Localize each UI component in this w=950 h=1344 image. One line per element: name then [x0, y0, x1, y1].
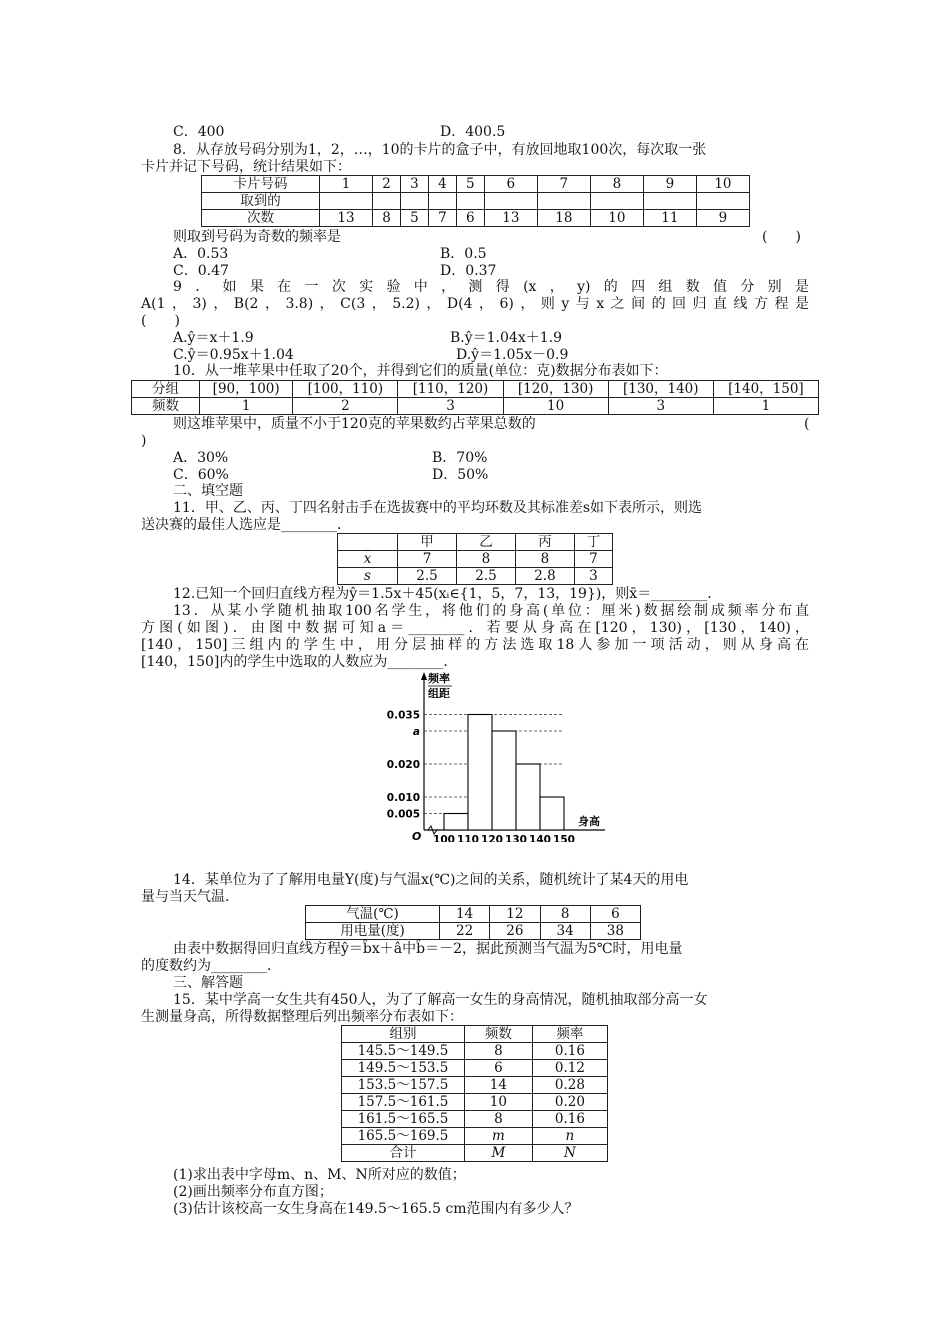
table-cell: 5 [456, 176, 484, 193]
q9-option-c: C.ŷ＝0.95x＋1.04 [173, 347, 294, 363]
table-cell: 22 [440, 923, 490, 940]
table-cell: 12 [490, 906, 540, 923]
q10-table [131, 380, 819, 415]
q9-option-a: A.ŷ＝x＋1.9 [173, 330, 254, 346]
table-cell: [110，120) [398, 381, 503, 398]
table-cell: 157.5～161.5 [342, 1094, 465, 1111]
q10-paren-left: ( [804, 416, 810, 432]
q8-stem: 8．从存放号码分别为1，2，…，10的卡片的盒子中，有放回地取100次，每次取一张 [173, 142, 707, 158]
table-cell: 0.20 [532, 1094, 607, 1111]
table-cell: [130，140) [608, 381, 713, 398]
y-tick-label: 0.020 [386, 759, 420, 771]
q10-header-freq: 频数 [132, 398, 200, 415]
table-cell: 9 [696, 210, 749, 227]
table-cell: 10 [503, 398, 608, 415]
table-cell: 145.5～149.5 [342, 1043, 465, 1060]
q10-option-d: D．50% [432, 467, 489, 483]
table-cell: 8 [373, 210, 401, 227]
q14-regression: 由表中数据得回归直线方程ŷ＝b̂x＋â中b̂＝－2，据此预测当气温为5℃时，用电量 [173, 941, 683, 957]
x-tick-label: 140 [529, 834, 551, 842]
q9-option-d: D.ŷ＝1.05x－0.9 [456, 347, 569, 363]
q11-table [337, 533, 613, 585]
table-cell: 6 [456, 210, 484, 227]
table-cell: 34 [540, 923, 590, 940]
table-cell: m [465, 1128, 533, 1145]
table-cell: 8 [456, 551, 515, 568]
table-cell: 149.5～153.5 [342, 1060, 465, 1077]
table-row [342, 1026, 608, 1043]
q8-option-b: B．0.5 [440, 246, 487, 262]
table-cell: 9 [643, 176, 696, 193]
table-cell: 乙 [456, 534, 515, 551]
q8-stem-cont: 卡片并记下号码，统计结果如下： [141, 159, 351, 175]
q11-stem: 11．甲、乙、丙、丁四名射击手在选拔赛中的平均环数及其标准差s如下表所示，则选 [173, 500, 702, 516]
table-cell: 38 [590, 923, 640, 940]
table-cell: 0.28 [532, 1077, 607, 1094]
table-cell: 2 [373, 176, 401, 193]
y-axis-arrow [421, 672, 427, 680]
table-header: 频率 [532, 1026, 607, 1043]
table-cell: 6 [465, 1060, 533, 1077]
table-cell: 丙 [515, 534, 574, 551]
table-cell: 11 [643, 210, 696, 227]
table-row [342, 1043, 608, 1060]
table-cell: 2 [293, 398, 398, 415]
q15-table [341, 1025, 608, 1162]
table-row [338, 551, 613, 568]
table-cell: M [465, 1145, 533, 1162]
q9-paren: ( ) [141, 313, 180, 329]
table-cell: 3 [608, 398, 713, 415]
q8-paren: ( ) [762, 229, 801, 245]
q14-stem: 14．某单位为了了解用电量Y(度)与气温x(℃)之间的关系，随机统计了某4天的用电 [173, 872, 689, 888]
table-cell: 1 [200, 398, 293, 415]
x-tick-label: 100 [433, 834, 455, 842]
table-row [342, 1060, 608, 1077]
table-cell: 0.16 [532, 1111, 607, 1128]
y-tick-label: 0.035 [386, 709, 420, 722]
table-row [202, 176, 750, 193]
table-cell: 1 [320, 176, 373, 193]
table-cell: 6 [484, 176, 537, 193]
table-cell: 14 [440, 906, 490, 923]
q8-ask: 则取到号码为奇数的频率是 [173, 229, 341, 245]
table-cell: 2.5 [398, 568, 457, 585]
q14-table [305, 905, 641, 940]
q8-header-times: 次数 [202, 210, 320, 227]
table-cell: 10 [696, 176, 749, 193]
table-cell: 10 [465, 1094, 533, 1111]
table-row [338, 568, 613, 585]
section-solve: 三、解答题 [173, 975, 243, 991]
origin-label: O [412, 830, 422, 842]
q15-stem: 15．某中学高一女生共有450人，为了了解高一女生的身高情况，随机抽取部分高一女 [173, 992, 708, 1008]
histogram-bar [444, 814, 468, 831]
table-cell: 4 [428, 176, 456, 193]
table-cell: 8 [590, 176, 643, 193]
table-row [202, 210, 750, 227]
table-cell: 7 [398, 551, 457, 568]
table-cell: 26 [490, 923, 540, 940]
table-row [342, 1094, 608, 1111]
table-cell: 10 [590, 210, 643, 227]
table-cell: 合计 [342, 1145, 465, 1162]
table-cell: [140，150] [713, 381, 818, 398]
table-cell: 3 [574, 568, 612, 585]
table-cell: 0.16 [532, 1043, 607, 1060]
table-cell: 7 [428, 210, 456, 227]
q8-option-c: C．0.47 [173, 263, 229, 279]
q13-stem-cont-3: [140，150]内的学生中选取的人数应为________． [141, 654, 458, 670]
x-tick-label: 110 [457, 834, 479, 842]
q10-option-c: C．60% [173, 467, 229, 483]
q10-ask: 则这堆苹果中，质量不小于120克的苹果数约占苹果总数的 [173, 416, 536, 432]
q7-option-d: D．400.5 [440, 124, 506, 140]
table-cell: 8 [515, 551, 574, 568]
y-axis-label-top: 频率 [428, 672, 450, 685]
y-tick-label: 0.010 [386, 792, 420, 804]
histogram-bar [516, 764, 540, 830]
x-tick-label: 120 [481, 834, 503, 842]
table-row [342, 1128, 608, 1145]
table-row [342, 1077, 608, 1094]
table-row [342, 1145, 608, 1162]
table-cell: 8 [465, 1043, 533, 1060]
q8-option-a: A．0.53 [173, 246, 229, 262]
q14-header-temp: 气温(℃) [306, 906, 440, 923]
table-row [342, 1111, 608, 1128]
histogram-bar [468, 715, 492, 831]
q9-stem-cont: A(1，3)，B(2，3.8)，C(3，5.2)，D(4，6)，则y与x之间的回归直线方程是 [141, 296, 809, 312]
table-cell: n [532, 1128, 607, 1145]
x-tick-label: 150 [553, 834, 575, 842]
q11-s-label: s [338, 568, 398, 585]
q14-stem-cont: 量与当天气温． [141, 889, 239, 905]
q10-option-b: B．70% [432, 450, 488, 466]
q13-stem-cont-2: [140，150]三组内的学生中，用分层抽样的方法选取18人参加一项活动，则从身高在 [141, 637, 809, 653]
table-row [132, 381, 819, 398]
q14-ask: 的度数约为________． [141, 958, 281, 974]
y-tick-label: a [412, 726, 420, 738]
table-row [132, 398, 819, 415]
table-cell: 13 [484, 210, 537, 227]
q10-header-group: 分组 [132, 381, 200, 398]
q15-part1: (1)求出表中字母m、n、M、N所对应的数值； [173, 1167, 466, 1183]
x-axis-label: 身高 [578, 815, 600, 828]
q15-part3: (3)估计该校高一女生身高在149.5～165.5 cm范围内有多少人？ [173, 1201, 579, 1217]
table-cell: 甲 [398, 534, 457, 551]
table-cell: 165.5～169.5 [342, 1128, 465, 1145]
table-cell: 8 [540, 906, 590, 923]
table-cell: 3 [398, 398, 503, 415]
table-cell: 14 [465, 1077, 533, 1094]
x-tick-label: 130 [505, 834, 527, 842]
table-cell: 161.5～165.5 [342, 1111, 465, 1128]
section-fill-blank: 二、填空题 [173, 483, 243, 499]
q8-option-d: D．0.37 [440, 263, 497, 279]
table-row [306, 923, 641, 940]
table-row [306, 906, 641, 923]
table-header: 频数 [465, 1026, 533, 1043]
table-cell: 2.5 [456, 568, 515, 585]
table-row [202, 193, 750, 210]
q15-stem-cont: 生测量身高，所得数据整理后列出频率分布表如下： [141, 1009, 463, 1025]
table-cell: 7 [574, 551, 612, 568]
y-tick-label: 0.005 [386, 808, 420, 821]
q13-stem-cont-1: 方图(如图)．由图中数据可知a＝________．若要从身高在[120，130)，[130，140)， [141, 620, 809, 636]
table-header: 组别 [342, 1026, 465, 1043]
table-cell: N [532, 1145, 607, 1162]
q10-stem: 10．从一堆苹果中任取了20个，并得到它们的质量(单位：克)数据分布表如下： [173, 363, 668, 379]
q7-option-c: C．400 [173, 124, 225, 140]
table-cell: 1 [713, 398, 818, 415]
histogram-bar [492, 731, 516, 830]
table-cell: 8 [465, 1111, 533, 1128]
table-cell: 丁 [574, 534, 612, 551]
q8-table [201, 175, 750, 227]
table-row [338, 534, 613, 551]
q9-stem: 9．如果在一次实验中，测得(x，y)的四组数值分别是 [173, 279, 809, 295]
q10-option-a: A．30% [173, 450, 229, 466]
table-cell: 5 [400, 210, 428, 227]
q14-header-usage: 用电量(度) [306, 923, 440, 940]
table-cell: 153.5～157.5 [342, 1077, 465, 1094]
q11-stem-cont: 送决赛的最佳人选应是________． [141, 517, 351, 533]
table-cell: [90，100) [200, 381, 293, 398]
q15-part2: (2)画出频率分布直方图； [173, 1184, 333, 1200]
table-cell: 3 [400, 176, 428, 193]
table-cell: 2.8 [515, 568, 574, 585]
table-cell: 18 [537, 210, 590, 227]
q13-histogram [370, 670, 610, 842]
table-cell: [120，130) [503, 381, 608, 398]
table-cell: 7 [537, 176, 590, 193]
q9-option-b: B.ŷ＝1.04x＋1.9 [450, 330, 562, 346]
y-axis-label-bottom: 组距 [428, 687, 450, 700]
q8-header-card: 卡片号码 [202, 176, 320, 193]
table-cell: 6 [590, 906, 640, 923]
table-cell: [100，110) [293, 381, 398, 398]
q8-header-taken: 取到的 [202, 193, 320, 210]
q13-stem: 13．从某小学随机抽取100名学生，将他们的身高(单位：厘米)数据绘制成频率分布直 [173, 603, 809, 619]
histogram-bar [540, 797, 564, 830]
q12-stem: 12.已知一个回归直线方程为ŷ＝1.5x＋45(xᵢ∈{1，5，7，13，19})，则x̄＝________． [173, 586, 722, 602]
q10-paren-right: ) [141, 433, 147, 449]
table-cell: 0.12 [532, 1060, 607, 1077]
q11-xbar-label: $\overline{x}$ [338, 551, 398, 568]
table-cell: 13 [320, 210, 373, 227]
